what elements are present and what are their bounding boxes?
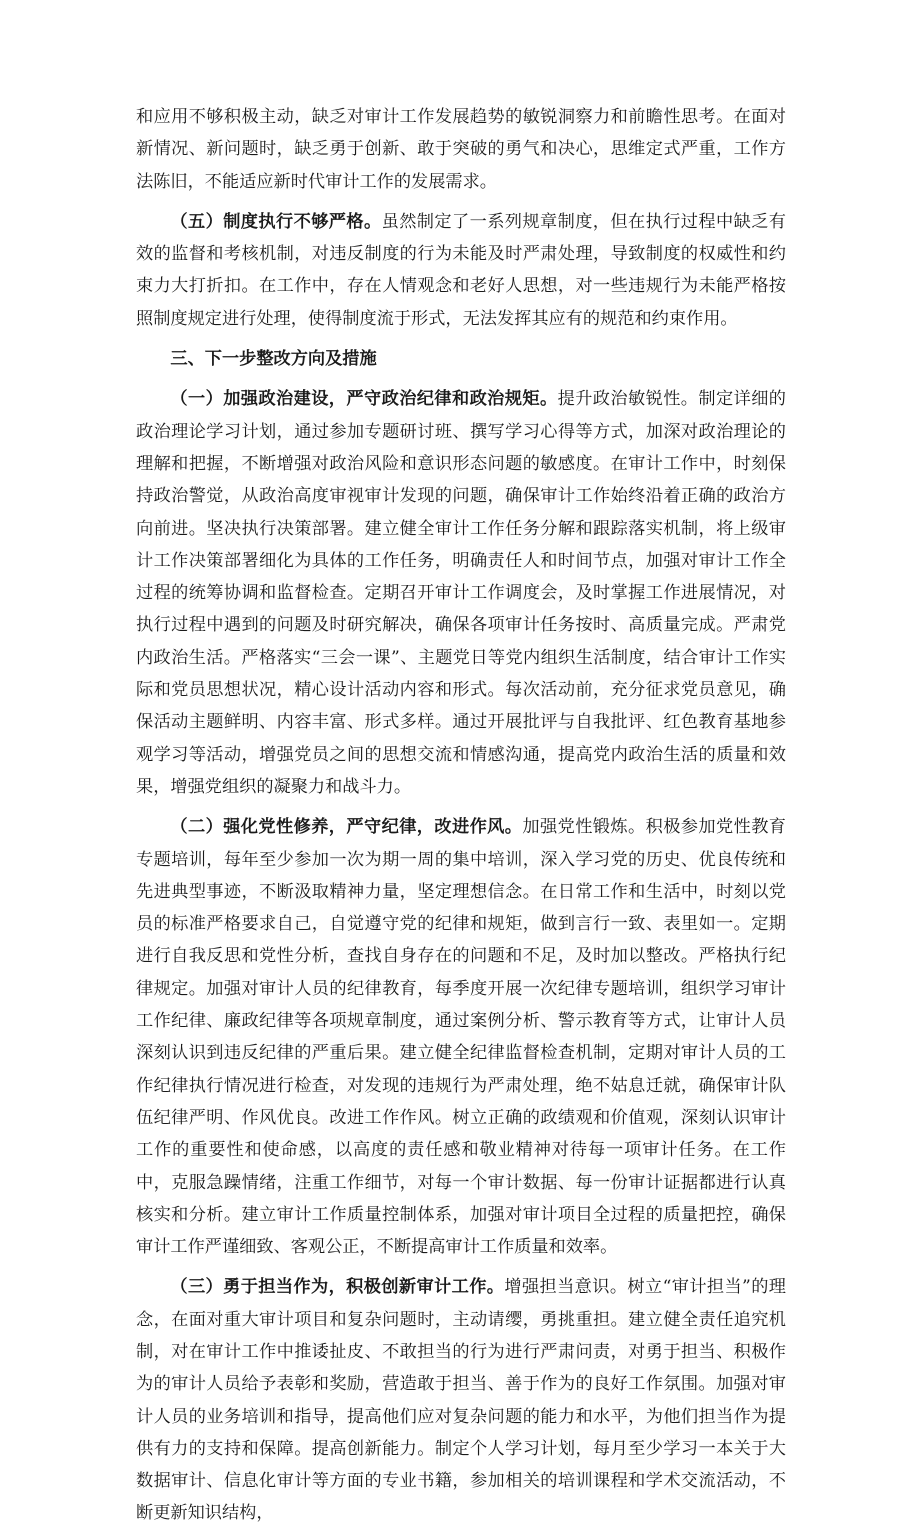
document-body (136, 101, 786, 1530)
paragraph-political-construction (136, 383, 786, 803)
section-heading-3: 三、下一步整改方向及措施 (170, 349, 377, 370)
paragraph-body-3: 增强担当意识。树立“审计担当”的理念，在面对重大审计项目和复杂问题时，主动请缨，勇挑重担。建立健全责任追究机制，对在审计工作中推诿扯皮、不敢担当的行为进行严肃问责，对勇于担当、积极作为的审计人员给予表彰和奖励，营造敢于担当、善于作为的良好工作氛围。加强对审计人员的业务培训和指导，提高他们应对复杂问题的能力和水平，为他们担当作为提供有力的支持和保障。提高创新能力。制定个人学习计划，每月至少学习一本关于大数据审计、信息化审计等方面的专业书籍，参加相关的培训课程和学术交流活动，不断更新知识结构， (136, 1277, 786, 1524)
paragraph-lead-5: （五）制度执行不够严格。 (170, 211, 382, 232)
paragraph-party-spirit (136, 811, 786, 1263)
paragraph-body-5: 虽然制定了一系列规章制度，但在执行过程中缺乏有效的监督和考核机制，对违反制度的行为未能及时严肃处理，导致制度的权威性和约束力大打折扣。在工作中，存在人情观念和老好人思想，对一些违规行为未能严格按照制度规定进行处理，使得制度流于形式，无法发挥其应有的规范和约束作用。 (136, 211, 786, 329)
paragraph-institution-execution (136, 206, 786, 335)
paragraph-lead-1: （一）加强政治建设，严守政治纪律和政治规矩。 (170, 389, 558, 410)
paragraph-body-1: 提升政治敏锐性。制定详细的政治理论学习计划，通过参加专题研讨班、撰写学习心得等方式，加深对政治理论的理解和把握，不断增强对政治风险和意识形态问题的敏感度。在审计工作中，时刻保持政治警觉，从政治高度审视审计发现的问题，确保审计工作始终沿着正确的政治方向前进。坚决执行决策部署。建立健全审计工作任务分解和跟踪落实机制，将上级审计工作决策部署细化为具体的工作任务，明确责任人和时间节点，加强对审计工作全过程的统筹协调和监督检查。定期召开审计工作调度会，及时掌握工作进展情况，对执行过程中遇到的问题及时研究解决，确保各项审计任务按时、高质量完成。严肃党内政治生活。严格落实“三会一课”、主题党日等党内组织生活制度，结合审计工作实际和党员思想状况，精心设计活动内容和形式。每次活动前，充分征求党员意见，确保活动主题鲜明、内容丰富、形式多样。通过开展批评与自我批评、红色教育基地参观学习等活动，增强党员之间的思想交流和情感沟通，提高党内政治生活的质量和效果，增强党组织的凝聚力和战斗力。 (136, 389, 786, 797)
paragraph-body-2: 加强党性锻炼。积极参加党性教育专题培训，每年至少参加一次为期一周的集中培训，深入学习党的历史、优良传统和先进典型事迹，不断汲取精神力量，坚定理想信念。在日常工作和生活中，时刻以党员的标准严格要求自己，自觉遵守党的纪律和规矩，做到言行一致、表里如一。定期进行自我反思和党性分析，查找自身存在的问题和不足，及时加以整改。严格执行纪律规定。加强对审计人员的纪律教育，每季度开展一次纪律专题培训，组织学习审计工作纪律、廉政纪律等各项规章制度，通过案例分析、警示教育等方式，让审计人员深刻认识到违反纪律的严重后果。建立健全纪律监督检查机制，定期对审计人员的工作纪律执行情况进行检查，对发现的违规行为严肃处理，绝不姑息迁就，确保审计队伍纪律严明、作风优良。改进工作作风。树立正确的政绩观和价值观，深刻认识审计工作的重要性和使命感，以高度的责任感和敬业精神对待每一项审计任务。在工作中，克服急躁情绪，注重工作细节，对每一个审计数据、每一份审计证据都进行认真核实和分析。建立审计工作质量控制体系，加强对审计项目全过程的质量把控，确保审计工作严谨细致、客观公正，不断提高审计工作质量和效率。 (136, 817, 786, 1258)
paragraph-innovation (136, 1271, 786, 1529)
paragraph-lead-3: （三）勇于担当作为，积极创新审计工作。 (170, 1277, 505, 1298)
paragraph-lead-2: （二）强化党性修养，严守纪律，改进作风。 (170, 817, 523, 838)
paragraph-continuation: 和应用不够积极主动，缺乏对审计工作发展趋势的敏锐洞察力和前瞻性思考。在面对新情况、新问题时，缺乏勇于创新、敢于突破的勇气和决心，思维定式严重，工作方法陈旧，不能适应新时代审计工作的发展需求。 (136, 107, 786, 192)
